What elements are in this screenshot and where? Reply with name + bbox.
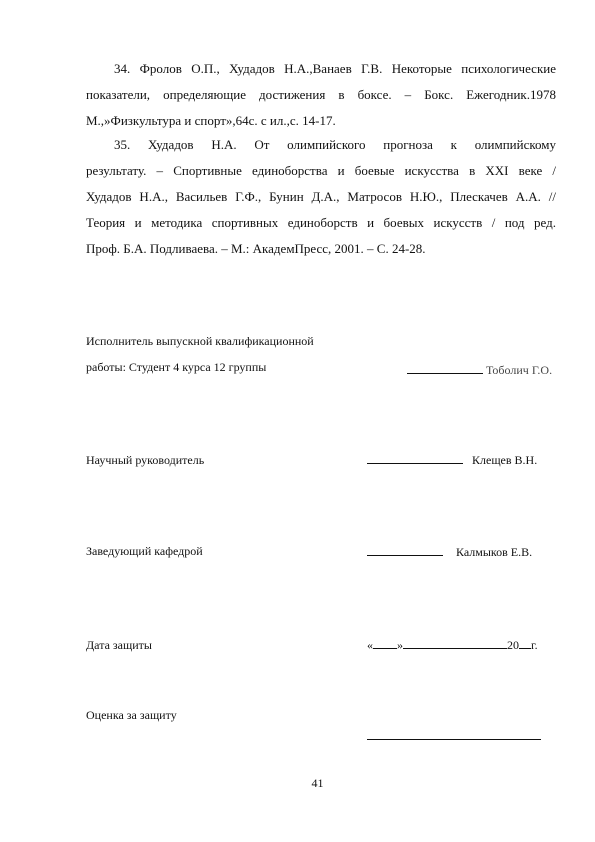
date-close-quote: » [397, 638, 403, 652]
reference-line: показатели, определяющие достижения в боксе. – Бокс. Ежегодник.1978 [86, 87, 556, 102]
date-field [367, 637, 538, 653]
grade-label: Оценка за защиту [86, 708, 177, 722]
advisor-signature-line [367, 452, 463, 464]
reference-line: Худадов Н.А., Васильев Г.Ф., Бунин Д.А., Матросов Н.Ю., Плескачев А.А. // [86, 189, 556, 204]
executor-name: Тоболич Г.О. [486, 363, 553, 377]
reference-35 [86, 132, 556, 262]
date-open-quote: « [367, 638, 373, 652]
date-label: Дата защиты [86, 638, 152, 652]
date-year-suffix: г. [531, 638, 538, 652]
head-signature [367, 544, 532, 560]
reference-34 [86, 56, 556, 134]
executor-signature-line [407, 362, 483, 374]
date-year-prefix: 20 [507, 638, 519, 652]
page-number: 41 [311, 776, 324, 790]
reference-line: Теория и методика спортивных единоборств и боевых искусств / под ред. [86, 215, 556, 230]
date-month-line [403, 637, 507, 649]
head-label: Заведующий кафедрой [86, 544, 203, 558]
reference-line: результату. – Спортивные единоборства и боевые искусства в XXI веке / [86, 163, 556, 178]
executor-label-line1: Исполнитель выпускной квалификационной [86, 334, 314, 348]
date-day-line [373, 637, 397, 649]
executor-signature [407, 362, 552, 378]
reference-line: 35. Худадов Н.А. От олимпийского прогноза к олимпийскому [114, 137, 556, 152]
date-year-line [519, 637, 531, 649]
reference-line: 34. Фролов О.П., Худадов Н.А.,Ванаев Г.В. Некоторые психологические [114, 61, 556, 76]
advisor-label: Научный руководитель [86, 453, 205, 467]
reference-line: Проф. Б.А. Подливаева. – М.: АкадемПресс, 2001. – С. 24-28. [86, 241, 426, 256]
executor-label-line2: работы: Студент 4 курса 12 группы [86, 360, 267, 374]
reference-line: М.,»Физкультура и спорт»,64с. с ил.,с. 14-17. [86, 113, 336, 128]
head-signature-line [367, 544, 443, 556]
grade-field [367, 728, 541, 744]
grade-line [367, 728, 541, 740]
advisor-name: Клещев В.Н. [472, 453, 538, 467]
advisor-signature [367, 452, 537, 468]
head-name: Калмыков Е.В. [456, 545, 533, 559]
